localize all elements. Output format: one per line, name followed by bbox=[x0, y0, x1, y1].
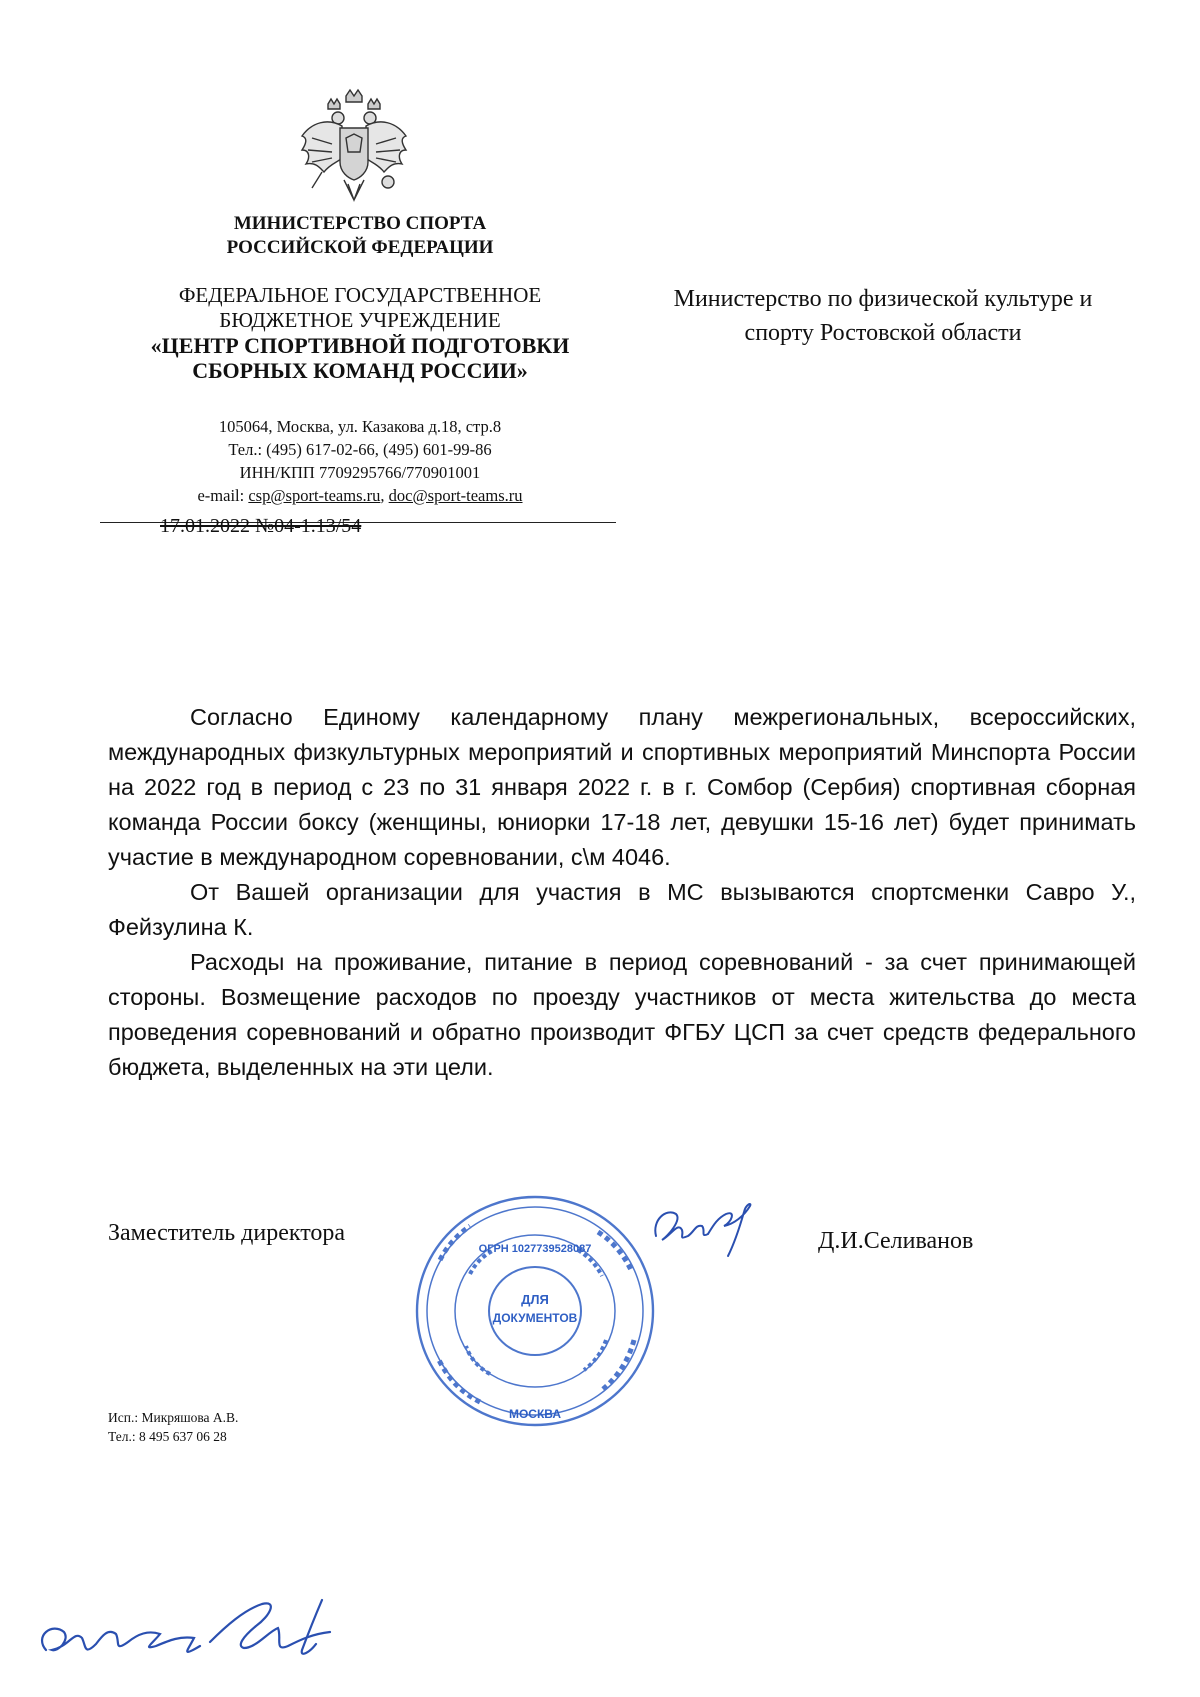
address: 105064, Москва, ул. Казакова д.18, стр.8 bbox=[218, 417, 502, 436]
stamp-city: МОСКВА bbox=[508, 1407, 562, 1421]
inn-kpp: ИНН/КПП 7709295766/770901001 bbox=[239, 463, 481, 482]
stamp-center-line-1: ДЛЯ bbox=[521, 1292, 549, 1307]
email-link-doc[interactable]: doc@sport-teams.ru bbox=[388, 486, 523, 505]
institution-type-line-2: БЮДЖЕТНОЕ УЧРЕЖДЕНИЕ bbox=[219, 308, 501, 332]
institution-name-line-2: СБОРНЫХ КОМАНД РОССИИ» bbox=[192, 358, 528, 383]
addressee-line-2: спорту Ростовской области bbox=[744, 320, 1022, 346]
handwritten-signature-bottom bbox=[30, 1586, 370, 1682]
executor-info bbox=[108, 1408, 238, 1446]
addressee bbox=[628, 282, 1138, 350]
ministry-line-2: РОССИЙСКОЙ ФЕДЕРАЦИИ bbox=[226, 237, 494, 258]
email-separator: , bbox=[380, 486, 389, 505]
body-paragraph-1: Согласно Единому календарному плану межрегиональных, всероссийских, международных физкультурных мероприятий и спортивных мероприятий Минспорта России на 2022 год в период с 23 по 31 января 2022 г. в г. Сомбор (Сербия) спортивная сборная команда России боксу (женщины, юниорки 17-18 лет, девушки 15-16 лет) будет принимать участие в международном соревновании, с\м 4046. bbox=[108, 704, 1136, 870]
coat-of-arms-emblem bbox=[298, 88, 410, 208]
letter-body bbox=[108, 700, 1136, 1085]
registration-number: 17.01.2022 №04-1.13/54 bbox=[160, 515, 362, 537]
contact-details bbox=[110, 415, 610, 507]
institution-name-line-1: «ЦЕНТР СПОРТИВНОЙ ПОДГОТОВКИ bbox=[150, 333, 570, 358]
addressee-line-1: Министерство по физической культуре и bbox=[673, 286, 1093, 312]
ministry-line-1: МИНИСТЕРСТВО СПОРТА bbox=[233, 213, 487, 234]
executor-phone: Тел.: 8 495 637 06 28 bbox=[108, 1429, 227, 1444]
phone-numbers: Тел.: (495) 617-02-66, (495) 601-99-86 bbox=[228, 440, 492, 459]
email-link-csp[interactable]: csp@sport-teams.ru bbox=[248, 486, 381, 505]
body-paragraph-2: От Вашей организации для участия в МС вызываются спортсменки Савро У., Фейзулина К. bbox=[108, 879, 1136, 940]
executor-name: Исп.: Микряшова А.В. bbox=[108, 1410, 239, 1425]
stamp-center-line-2: ДОКУМЕНТОВ bbox=[492, 1311, 578, 1325]
signatory-title: Заместитель директора bbox=[108, 1220, 346, 1246]
institution-type-line-1: ФЕДЕРАЛЬНОЕ ГОСУДАРСТВЕННОЕ bbox=[178, 283, 542, 307]
email-label: e-mail: bbox=[197, 486, 249, 505]
body-paragraph-3: Расходы на проживание, питание в период соревнований - за счет принимающей стороны. Возмещение расходов по проезду участников от места жительства до места проведения соревнований и обратно производит ФГБУ ЦСП за счет средств федерального бюджета, выделенных на эти цели. bbox=[108, 949, 1136, 1080]
official-stamp-seal bbox=[410, 1190, 660, 1432]
institution-name bbox=[110, 283, 610, 383]
stamp-ogrn: ОГРН 1027739528087 bbox=[478, 1243, 592, 1255]
email-line bbox=[110, 484, 610, 507]
ministry-name bbox=[110, 212, 610, 260]
signatory-name: Д.И.Селиванов bbox=[818, 1228, 974, 1254]
handwritten-signature bbox=[648, 1196, 770, 1262]
